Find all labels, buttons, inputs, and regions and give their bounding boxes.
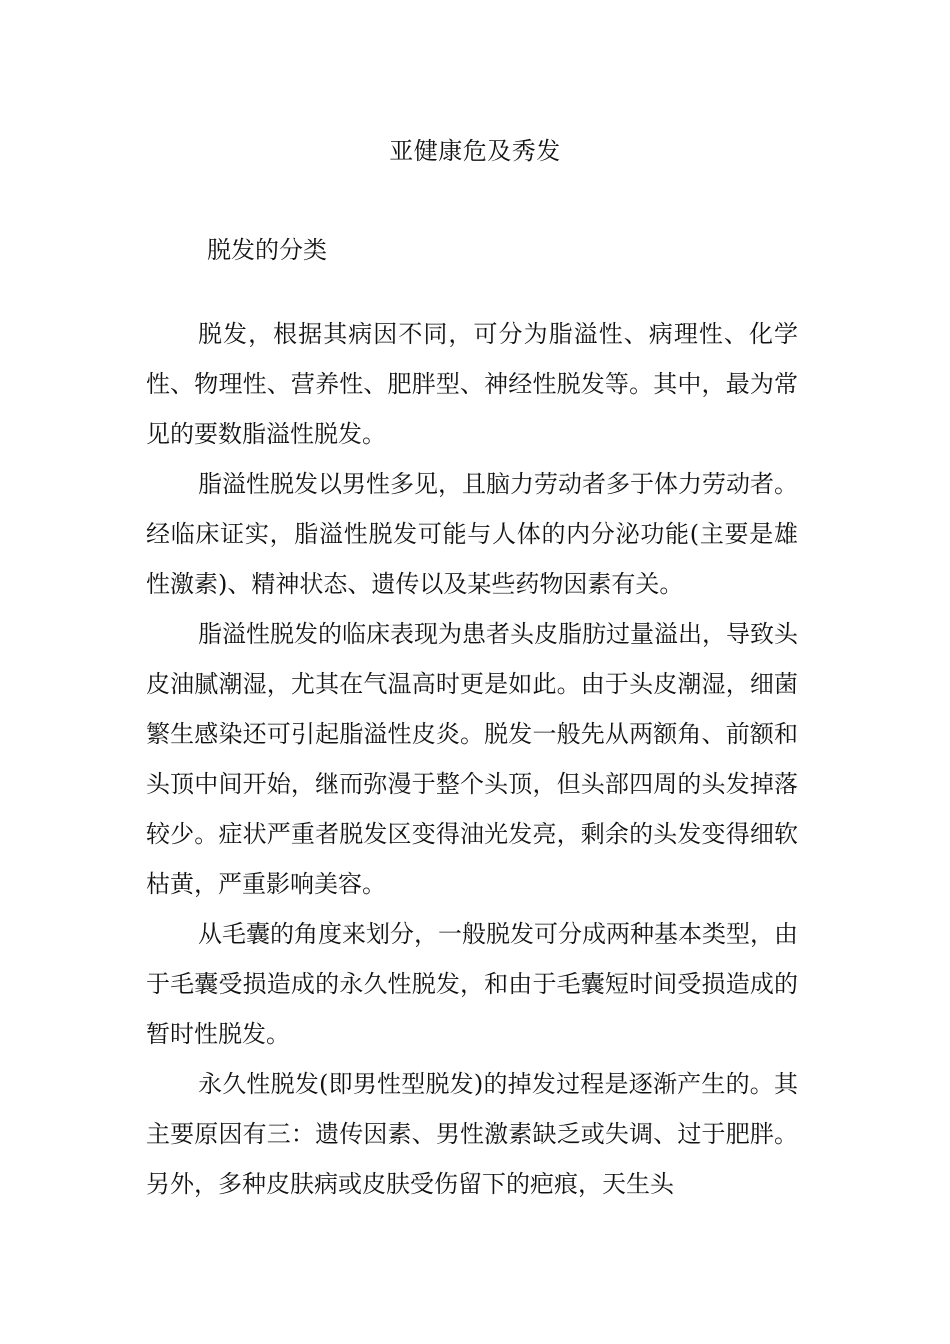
document-title: 亚健康危及秀发 — [389, 137, 561, 165]
section-heading: 脱发的分类 — [207, 236, 327, 264]
paragraph-1: 脱发，根据其病因不同，可分为脂溢性、病理性、化学性、物理性、营养性、肥胖型、神经性脱发等。其中，最为常见的要数脂溢性脱发。 — [146, 320, 798, 448]
paragraph-5: 永久性脱发(即男性型脱发)的掉发过程是逐渐产生的。其主要原因有三：遗传因素、男性激素缺乏或失调、过于肥胖。另外，多种皮肤病或皮肤受伤留下的疤痕，天生头 — [146, 1070, 798, 1198]
paragraph-3: 脂溢性脱发的临床表现为患者头皮脂肪过量溢出，导致头皮油腻潮湿，尤其在气温高时更是如此。由于头皮潮湿，细菌繁生感染还可引起脂溢性皮炎。脱发一般先从两额角、前额和头顶中间开始，继而弥漫于整个头顶，但头部四周的头发掉落较少。症状严重者脱发区变得油光发亮，剩余的头发变得细软枯黄，严重影响美容。 — [146, 620, 798, 898]
paragraph-2: 脂溢性脱发以男性多见，且脑力劳动者多于体力劳动者。经临床证实，脂溢性脱发可能与人体的内分泌功能(主要是雄性激素)、精神状态、遗传以及某些药物因素有关。 — [146, 470, 798, 598]
paragraph-4: 从毛囊的角度来划分，一般脱发可分成两种基本类型，由于毛囊受损造成的永久性脱发，和由于毛囊短时间受损造成的暂时性脱发。 — [146, 920, 798, 1048]
body-text — [146, 309, 798, 1209]
